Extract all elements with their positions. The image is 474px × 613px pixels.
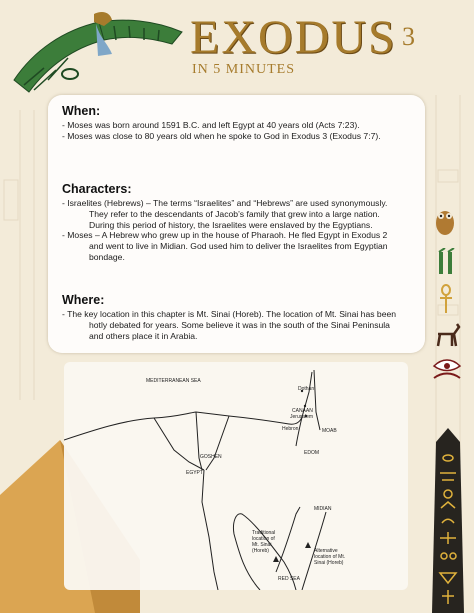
map-label-dothan: Dothan (298, 386, 315, 392)
character-item-text: bondage. (89, 251, 125, 262)
chapter-number: 3 (402, 22, 415, 51)
map-label-moab: MOAB (322, 428, 337, 434)
character-item-text: During this period of history, the Israelites were enslaved by the Egyptians. (89, 219, 373, 230)
character-item-text: - Israelites (Hebrews) – The terms “Israelites” and “Hebrews” are used synonymously. (62, 198, 388, 208)
ankh-icon (438, 284, 454, 314)
characters-heading: Characters: (62, 182, 132, 196)
map-label-goshen: GOSHEN (200, 454, 222, 460)
when-item-text: - Moses was close to 80 years old when he spoke to God in Exodus 3 (Exodus 7:7). (62, 130, 381, 141)
when-section (62, 104, 422, 142)
where-item-text: hotly debated for years. Some believe it was in the south of the Sinai Peninsula (89, 319, 390, 330)
when-item-text: - Moses was born around 1591 B.C. and left Egypt at 40 years old (Acts 7:23). (62, 120, 360, 130)
header (0, 0, 474, 95)
list-item (62, 309, 422, 341)
where-item-text: - The key location in this chapter is Mt. Sinai (Horeb). The location of Mt. Sinai has been (62, 309, 397, 319)
character-item-text: - Moses – A Hebrew who grew up in the house of Pharaoh. He fled Egypt in Exodus 2 (62, 230, 388, 241)
map-label-edom: EDOM (304, 450, 319, 456)
map-label-hebron: Hebron (282, 426, 299, 432)
list-item (62, 131, 422, 142)
page-title: EXODUS (190, 11, 397, 64)
character-item-text: They refer to the descendants of Jacob’s family that grew into a large nation. (89, 208, 380, 219)
map-label-traditional: Traditional location of Mt. Sinai (Horeb) (252, 530, 276, 554)
antelope-icon (432, 322, 462, 350)
characters-section (62, 182, 422, 263)
map-label-red-sea: RED SEA (278, 576, 300, 582)
winged-falcon-icon (4, 10, 184, 100)
map-label-jerusalem: Jerusalem (290, 414, 314, 420)
map-label-mediterranean: MEDITERRANEAN SEA (146, 378, 201, 384)
sinai-map (64, 362, 408, 590)
character-item-text: and went to live in Midian. God used him to deliver the Israelites from Egyptian (89, 241, 388, 252)
reed-icon (436, 248, 456, 276)
map-panel (64, 362, 408, 590)
where-section (62, 293, 422, 341)
obelisk-illustration (428, 428, 468, 613)
map-label-canaan: CANAAN (292, 408, 313, 414)
eye-of-horus-icon (432, 358, 462, 384)
map-label-alternative: Alternative location of Mt. Sinai (Horeb) (314, 548, 346, 566)
page-subtitle: IN 5 MINUTES (192, 62, 295, 77)
owl-icon (432, 206, 458, 236)
when-heading: When: (62, 104, 101, 118)
where-item-text: and others place it in Arabia. (89, 330, 198, 341)
where-heading: Where: (62, 293, 105, 307)
list-item (62, 120, 422, 131)
list-item (62, 198, 422, 230)
map-label-midian: MIDIAN (314, 506, 332, 512)
list-item (62, 230, 422, 262)
map-label-egypt: EGYPT (186, 470, 203, 476)
